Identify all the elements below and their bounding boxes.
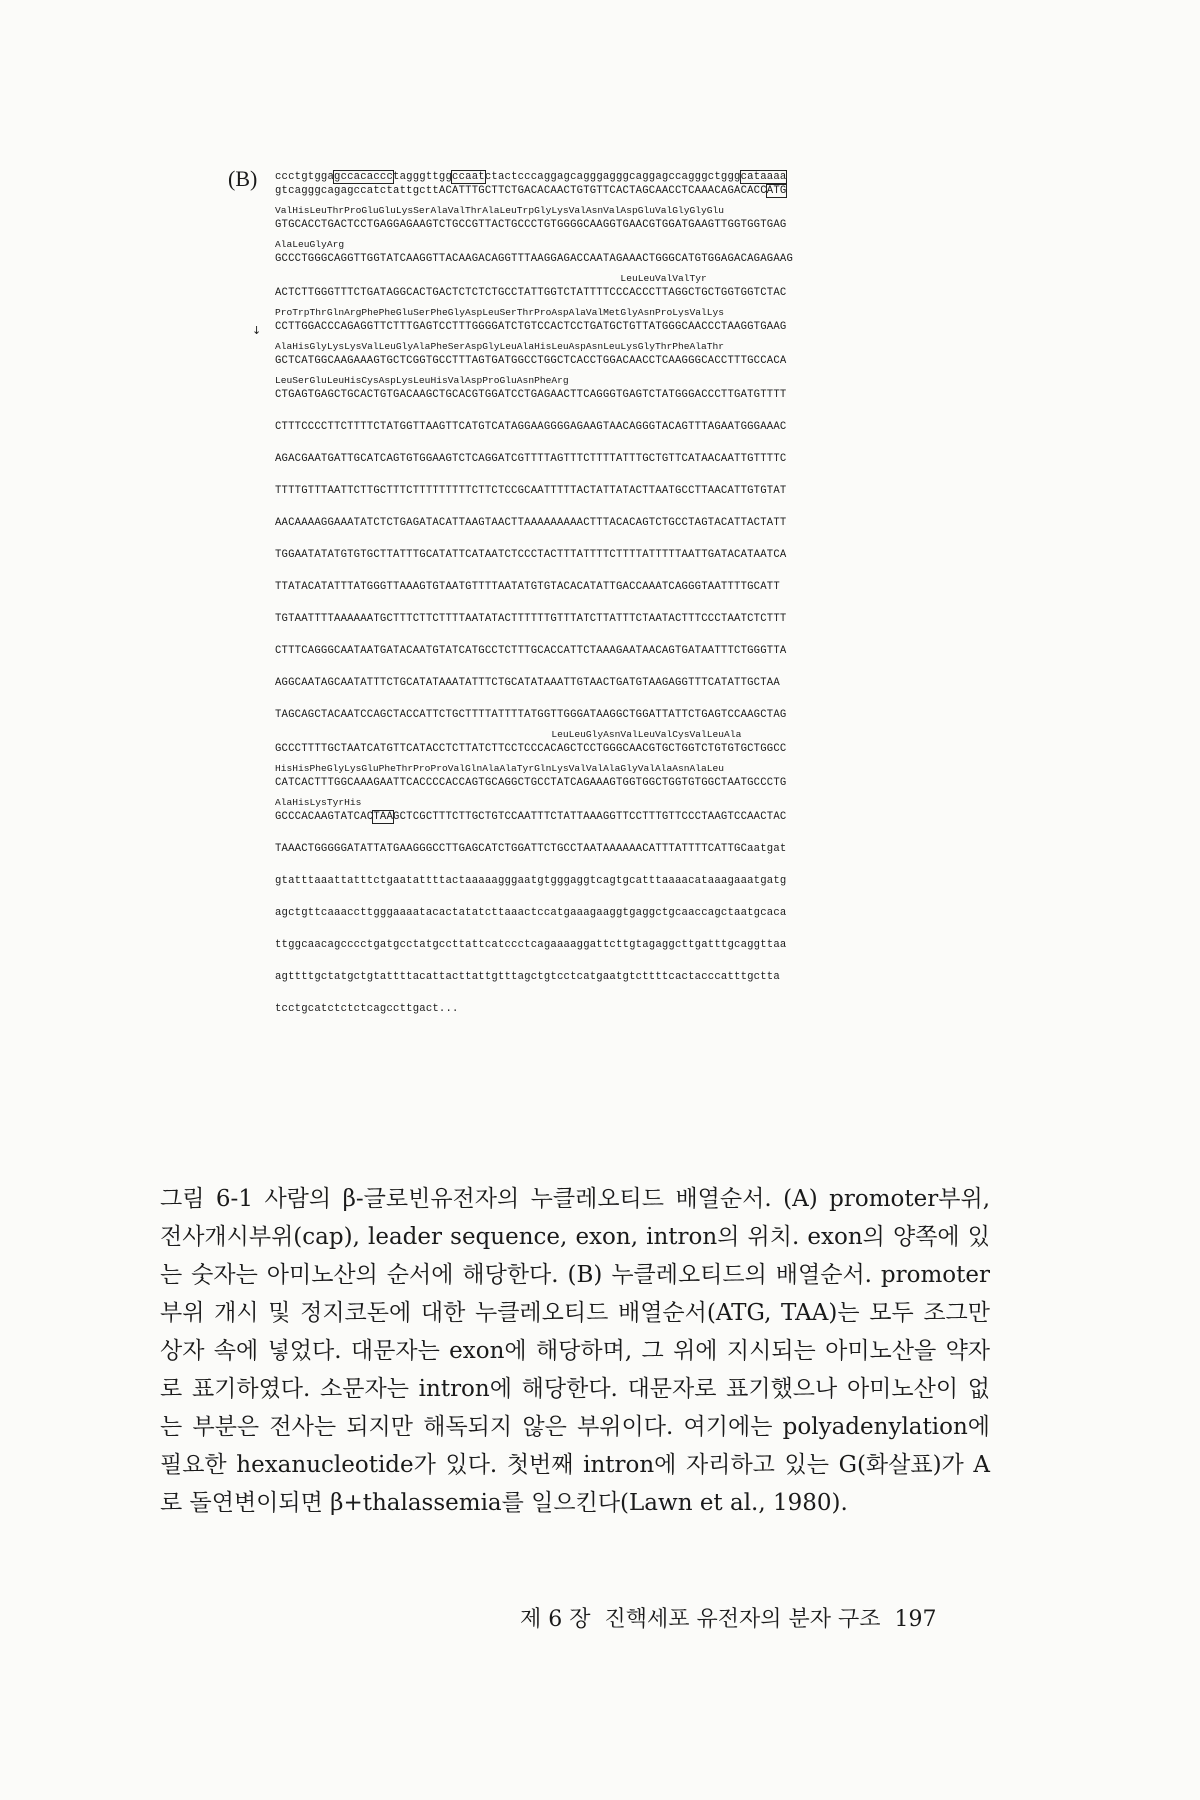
line-spacer [275,402,995,420]
panel-label: (B) [228,166,258,191]
amino-acid-line: LeuLeuValValTyr [275,273,707,284]
line-spacer [275,824,995,842]
amino-acid-line: HisHisPheGlyLysGluPheThrProProValGlnAlaAlaTyrGlnLysValValAlaGlyValAlaAsnAlaLeu [275,763,725,774]
nucleotide-line: AACAAAAGGAAATATCTCTGAGATACATTAAGTAACTTAAAAAAAAACTTTACACAGTCTGCCTAGTACATTACTATT [275,517,787,529]
boxed-motif: TAA [373,811,394,823]
nucleotide-line: CCTTGGACCCAGAGGTTCTTTGAGTCCTTTGGGGATCTGTCCACTCCTGATGCTGTTATGGGCAACCCTAAGGTGAAG [275,321,787,333]
line-spacer [275,594,995,612]
nucleotide-line: TGGAATATATGTGTGCTTATTTGCATATTCATAATCTCCCTACTTTATTTTCTTTTATTTTTAATTGATACATAATCA [275,549,787,561]
nucleotide-line: ACTCTTGGGTTTCTGATAGGCACTGACTCTCTCTGCCTATTGGTCTATTTTCCCACCCTTAGGCTGCTGGTGGTCTAC [275,287,787,299]
line-spacer [275,952,995,970]
amino-acid-line: ProTrpThrGlnArgPhePheGluSerPheGlyAspLeuSerThrProAspAlaValMetGlyAsnProLysValLys [275,307,725,318]
nucleotide-line: TGTAATTTTAAAAAATGCTTTCTTCTTTTAATATACTTTTTTGTTTATCTTATTTCTAATACTTTCCCTAATCTCTTT [275,613,787,625]
line-spacer [275,498,995,516]
nucleotide-line: GCCCTTTTGCTAATCATGTTCATACCTCTTATCTTCCTCCCACAGCTCCTGGGCAACGTGCTGGTCTGTGTGCTGGCC [275,743,787,755]
nucleotide-line: CTTTCCCCTTCTTTTCTATGGTTAAGTTCATGTCATAGGAAGGGGAGAAGTAACAGGGTACAGTTTAGAATGGGAAAC [275,421,787,433]
nucleotide-line: GCTCATGGCAAGAAAGTGCTCGGTGCCTTTAGTGATGGCCTGGCTCACCTGGACAACCTCAAGGGCACCTTTGCCACA [275,355,787,367]
nucleotide-line: TTATACATATTTATGGGTTAAAGTGTAATGTTTTAATATGTGTACACATATTGACCAAATCAGGGTAATTTTGCATT [275,581,780,593]
nucleotide-line: CTGAGTGAGCTGCACTGTGACAAGCTGCACGTGGATCCTGAGAACTTCAGGGTGAGTCTATGGGACCCTTGATGTTTT [275,389,787,401]
amino-acid-line: AlaHisGlyLysLysValLeuGlyAlaPheSerAspGlyLeuAlaHisLeuAspAsnLeuLysGlyThrPheAlaThr [275,341,725,352]
amino-acid-line: AlaLeuGlyArg [275,239,345,250]
line-spacer [275,690,995,708]
boxed-motif: ATG [766,185,787,197]
nucleotide-line: AGGCAATAGCAATATTTCTGCATATAAATATTTCTGCATATAAATTGTAACTGATGTAAGAGGTTTCATATTGCTAA [275,677,780,689]
nucleotide-line: TAGCAGCTACAATCCAGCTACCATTCTGCTTTTATTTTATGGTTGGGATAAGGCTGGATTATTCTGAGTCCAAGCTAG [275,709,787,721]
nucleotide-line: agctgttcaaaccttgggaaaatacactatatcttaaactccatgaaagaaggtgaggctgcaaccagctaatgcaca [275,907,787,919]
nucleotide-line: CTTTCAGGGCAATAATGATACAATGTATCATGCCTCTTTGCACCATTCTAAAGAATAACAGTGATAATTTCTGGGTTA [275,645,787,657]
line-spacer [275,434,995,452]
nucleotide-line: ttggcaacagcccctgatgcctatgccttattcatccctcagaaaaggattcttgtagaggcttgatttgcaggttaa [275,939,787,951]
amino-acid-line: LeuLeuGlyAsnValLeuValCysValLeuAla [275,729,742,740]
page-footer: 제 6 장 진핵세포 유전자의 분자 구조 197 [520,1607,937,1632]
amino-acid-line: AlaHisLysTyrHis [275,797,362,808]
nucleotide-line: CATCACTTTGGCAAAGAATTCACCCCACCAGTGCAGGCTGCCTATCAGAAAGTGGTGGCTGGTGTGGCTAATGCCCTG [275,777,787,789]
nucleotide-line: gtcagggcagagccatctattgcttACATTTGCTTCTGACACAACTGTGTTCACTAGCAACCTCAAACAGACACCATG [275,185,787,197]
mutation-arrow-icon: ↓ [252,324,262,337]
line-spacer [275,466,995,484]
boxed-motif: ccaat [452,171,485,183]
line-spacer [275,856,995,874]
nucleotide-line: GTGCACCTGACTCCTGAGGAGAAGTCTGCCGTTACTGCCCTGTGGGGCAAGGTGAACGTGGATGAAGTTGGTGGTGAG [275,219,787,231]
line-spacer [275,920,995,938]
amino-acid-line: ValHisLeuThrProGluGluLysSerAlaValThrAlaLeuTrpGlyLysValAsnValAspGluValGlyGlyGlu [275,205,725,216]
line-spacer [275,658,995,676]
line-spacer [275,888,995,906]
nucleotide-line: agttttgctatgctgtattttacattacttattgtttagctgtcctcatgaatgtcttttcactacccatttgctta [275,971,780,983]
line-spacer [275,984,995,1002]
figure-caption: 그림 6-1 사람의 β-글로빈유전자의 누클레오티드 배열순서. (A) promoter부위, 전사개시부위(cap), leader sequence, exon, intron의 위치. exon의 양쪽에 있는 숫자는 아미노산의 순서에 해당한다. (B) 누클레오티드의 배열순서. promoter 부위 개시 및 정지코돈에 대한 누클레오티드 배열순서(ATG, TAA)는 모두 조그만 상자 속에 넣었다. 대문자는 exon에 해당하며, 그 위에 지시되는 아미노산을 약자로 표기하였다. 소문자는 intron에 해당한다. 대문자로 표기했으나 아미노산이 없는 부분은 전사는 되지만 해독되지 않은 부위이다. 여기에는 polyadenylation에 필요한 hexanucleotide가 있다. 첫번째 intron에 자리하고 있는 G(화살표)가 A로 돌연변이되면 β+thalassemia를 일으킨다(Lawn et al., 1980). [160,1186,990,1516]
sequence-block [275,170,995,1016]
boxed-motif: cataaaa [740,171,787,183]
nucleotide-line: TTTTGTTTAATTCTTGCTTTCTTTTTTTTTCTTCTCCGCAATTTTTACTATTATACTTAATGCCTTAACATTGTGTAT [275,485,787,497]
nucleotide-line: GCCCTGGGCAGGTTGGTATCAAGGTTACAAGACAGGTTTAAGGAGACCAATAGAAACTGGGCATGTGGAGACAGAGAAG [275,253,794,265]
nucleotide-line: ccctgtggagccacaccctagggttggccaatctactcccaggagcagggagggcaggagccagggctgggcataaaa [275,171,787,183]
nucleotide-line: GCCCACAAGTATCACTAAGCTCGCTTTCTTGCTGTCCAATTTCTATTAAAGGTTCCTTTGTTCCCTAAGTCCAACTAC [275,811,787,823]
nucleotide-line: TAAACTGGGGGATATTATGAAGGGCCTTGAGCATCTGGATTCTGCCTAATAAAAAACATTTATTTTCATTGCaatgat [275,843,787,855]
line-spacer [275,626,995,644]
nucleotide-line: AGACGAATGATTGCATCAGTGTGGAAGTCTCAGGATCGTTTTAGTTTCTTTTATTTGCTGTTCATAACAATTGTTTTC [275,453,787,465]
nucleotide-line: tcctgcatctctctcagccttgact... [275,1003,459,1015]
boxed-motif: gccacaccc [334,171,394,183]
line-spacer [275,562,995,580]
nucleotide-line: gtatttaaattatttctgaatattttactaaaaagggaatgtgggaggtcagtgcatttaaaacataaagaaatgatg [275,875,787,887]
line-spacer [275,530,995,548]
amino-acid-line: LeuSerGluLeuHisCysAspLysLeuHisValAspProGluAsnPheArg [275,375,569,386]
